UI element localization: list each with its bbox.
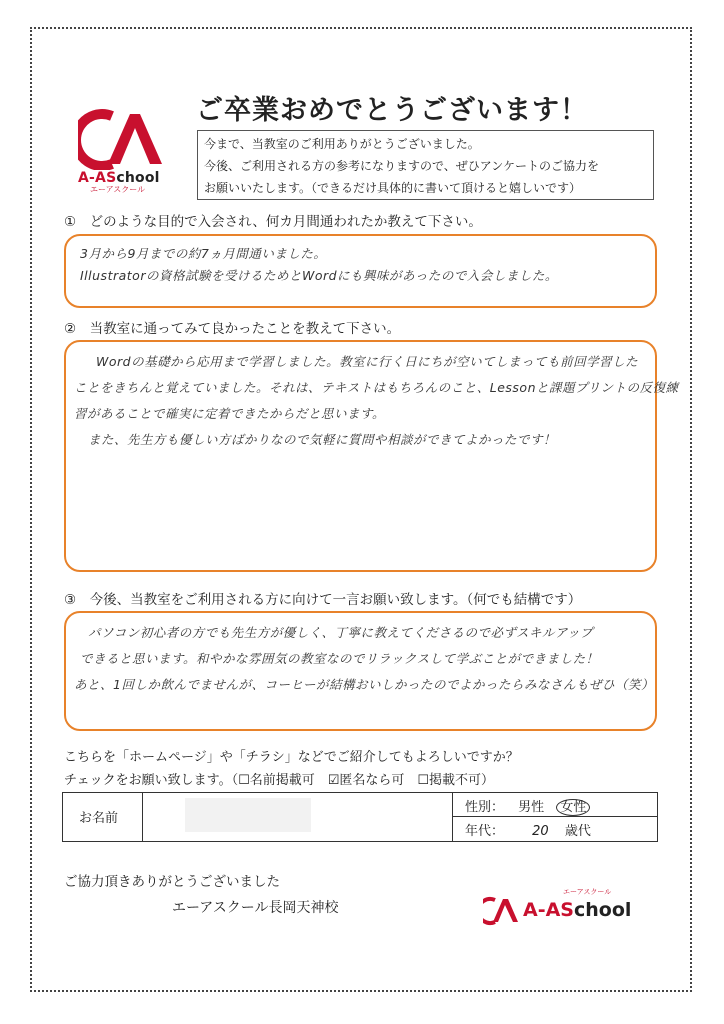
answer-3-line: あと、1回しか飲んでませんが、コーヒーが結構おいしかったのでよかったらみなさんもぜひ（笑） bbox=[74, 677, 654, 692]
answer-2-line: ことをきちんと覚えていました。それは、テキストはもちろんのこと、Lessonと課題プリントの反復練 bbox=[74, 380, 679, 395]
school-name: エーアスクール長岡天神校 bbox=[172, 900, 339, 916]
gender-female-circled: 女性 bbox=[556, 799, 590, 816]
footer-logo-kana: エーアスクール bbox=[563, 888, 612, 896]
footer-wordmark bbox=[523, 899, 631, 921]
name-label: お名前 bbox=[63, 793, 143, 841]
gender-label: 性別： bbox=[465, 800, 505, 815]
logo-kana: エーアスクール bbox=[90, 185, 146, 194]
intro-line: 今まで、当教室のご利用ありがとうございました。 bbox=[204, 137, 480, 151]
age-label: 年代： bbox=[465, 824, 505, 839]
school-logo bbox=[78, 108, 170, 195]
name-redaction bbox=[185, 798, 311, 832]
info-table bbox=[62, 792, 658, 842]
answer-box-1 bbox=[64, 234, 657, 308]
answer-3-line: できると思います。和やかな雰囲気の教室なのでリラックスして学ぶことができました！ bbox=[80, 651, 599, 666]
answer-2-line: Wordの基礎から応用まで学習しました。教室に行く日にちが空いてしまっても前回学習した bbox=[96, 354, 639, 369]
footer-logo-prefix: A-AS bbox=[523, 899, 574, 921]
answer-2-line: 習があることで確実に定着できたからだと思います。 bbox=[74, 406, 386, 421]
question-3: ③ 今後、当教室をご利用される方に向けて一言お願い致します。（何でも結構です） bbox=[64, 592, 582, 608]
intro-box bbox=[197, 130, 654, 200]
footer-logo bbox=[483, 888, 643, 931]
intro-line: お願いいたします。（できるだけ具体的に書いて頂けると嬉しいです） bbox=[204, 181, 582, 195]
answer-box-3 bbox=[64, 611, 657, 731]
consent-question: こちらを「ホームページ」や「チラシ」などでご紹介してもよろしいですか？ bbox=[64, 750, 519, 765]
answer-1-line: 3月から9月までの約7ヵ月間通いました。 bbox=[80, 246, 327, 261]
age-row bbox=[453, 817, 657, 841]
age-unit: 歳代 bbox=[564, 824, 591, 839]
gender-male: 男性 bbox=[518, 800, 545, 815]
page-title: ご卒業おめでとうございます！ bbox=[196, 95, 588, 126]
question-2: ② 当教室に通ってみて良かったことを教えて下さい。 bbox=[64, 321, 401, 337]
consent-options: チェックをお願い致します。（☐名前掲載可 ☑匿名なら可 ☐掲載不可） bbox=[64, 773, 495, 788]
answer-2-line: また、先生方も優しい方ばかりなので気軽に質問や相談ができてよかったです！ bbox=[88, 432, 557, 447]
question-1: ① どのような目的で入会され、何カ月間通われたか教えて下さい。 bbox=[64, 214, 482, 230]
answer-1-line: Illustratorの資格試験を受けるためとWordにも興味があったので入会しました。 bbox=[80, 268, 558, 283]
gender-row bbox=[453, 793, 657, 817]
answer-box-2 bbox=[64, 340, 679, 572]
logo-prefix: A-AS bbox=[78, 170, 117, 186]
logo-mark-icon bbox=[78, 108, 164, 170]
intro-line: 今後、ご利用される方の参考になりますので、ぜひアンケートのご協力を bbox=[204, 159, 600, 173]
thanks-text: ご協力頂きありがとうございました bbox=[64, 874, 280, 890]
footer-logo-suffix: chool bbox=[573, 899, 632, 921]
logo-suffix: chool bbox=[116, 170, 160, 186]
age-value: 20 bbox=[532, 824, 549, 839]
answer-3-line: パソコン初心者の方でも先生方が優しく、丁寧に教えてくださるので必ずスキルアップ bbox=[88, 625, 594, 640]
